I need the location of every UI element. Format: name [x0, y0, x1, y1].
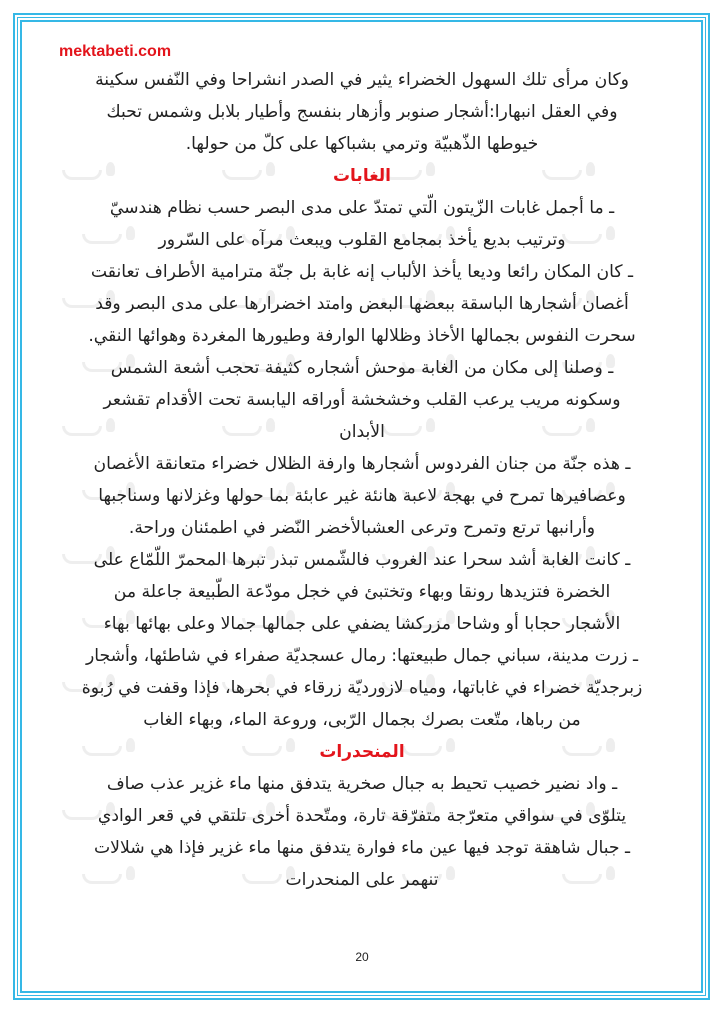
section-slopes — [36, 736, 688, 896]
text-line: أغصان أشجارها الباسقة ببعضها البعض وامتد اخضرارها على مدى البصر وقد — [95, 294, 629, 314]
site-label: mektabeti.com — [59, 43, 172, 60]
text-line: ـ ما أجمل غابات الزّيتون الّتي تمتدّ على مدى البصر حسب نظام هندسيّ — [109, 198, 615, 218]
section-forests — [36, 160, 688, 736]
text-line: ـ كان المكان رائعا وديعا يأخذ الألباب إنه غابة بل جنّة مترامية الأطراف تعانقت — [90, 262, 634, 282]
section-heading: الغابات — [332, 166, 392, 186]
text-line: ـ زرت مدينة، سباني جمال طبيعتها: رمال عسجديّة صفراء في شاطئها، وأشجار — [86, 646, 638, 666]
text-line: تنهمر على المنحدرات — [285, 870, 439, 890]
text-line: وترتيب بديع يأخذ بمجامع القلوب ويبعث مرآه على السّرور — [158, 230, 566, 250]
text-line: ـ جبال شاهقة توجد فيها عين ماء فوارة يتدفق منها ماء غزير فإذا هي شلالات — [93, 838, 631, 858]
page-number: 20 — [355, 950, 369, 964]
text-line: ـ كانت الغابة أشد سحرا عند الغروب فالشّمس تبذر تبرها المحمرّ اللّمّاع على — [93, 550, 631, 570]
text-line: الأشجار حجابا أو وشاحا مزركشا يضفي على جمالها جمالا وعلى بهائها بهاء — [103, 614, 621, 634]
text-line: خيوطها الذّهبيّة وترمي بشباكها على كلّ من حولها. — [185, 134, 539, 154]
text-line: وعصافيرها تمرح في بهجة لاعبة هانئة غير عابئة بما حولها وغزلانها وسناجبها — [98, 486, 626, 506]
text-line: ـ وصلنا إلى مكان من الغابة موحش أشجاره كثيفة تحجب أشعة الشمس — [110, 358, 614, 378]
text-line: الأبدان — [339, 422, 385, 442]
text-line: ـ هذه جنّة من جنان الفردوس أشجارها وارفة الظلال خضراء متعانقة الأغصان — [93, 454, 631, 474]
text-line: من رباها، متّعت بصرك بجمال الرّبى، وروعة الماء، وبهاء الغاب — [143, 710, 581, 730]
text-line: وسكونه مريب يرعب القلب وخشخشة أوراقه اليابسة تحت الأقدام تقشعر — [103, 390, 621, 410]
text-line: وأرانبها ترتع وتمرح وترعى العشبالأخضر النّضر في اطمئنان وراحة. — [128, 518, 596, 538]
text-line: وفي العقل انبهارا:أشجار صنوبر وأزهار بنفسج وأطيار بلابل وشمس تحبك — [106, 102, 618, 122]
text-line: زبرجديّة خضراء في غاباتها، ومياه لازورديّة زرقاء في بحرها، فإذا وقفت في رُبوة — [81, 678, 643, 698]
text-line: سحرت النفوس بجمالها الأخاذ وظلالها الوارفة وطيورها المغردة وهوائها النقي. — [88, 326, 636, 346]
text-line: يتلوّى في سواقي متعرّجة متفرّقة تارة، ومتّحدة أخرى تلتقي في قعر الوادي — [97, 806, 627, 826]
text-line: الخضرة فتزيدها رونقا وبهاء وتختبئ في خجل مودّعة الطّبيعة جاعلة من — [113, 582, 611, 602]
section-heading: المنحدرات — [319, 742, 405, 762]
intro-paragraph — [36, 64, 688, 160]
document-body — [36, 64, 688, 896]
text-line: وكان مرأى تلك السهول الخضراء يثير في الصدر انشراحا وفي النّفس سكينة — [95, 70, 629, 90]
text-line: ـ واد نضير خصيب تحيط به جبال صخرية يتدفق منها ماء غزير عذب صاف — [106, 774, 618, 794]
